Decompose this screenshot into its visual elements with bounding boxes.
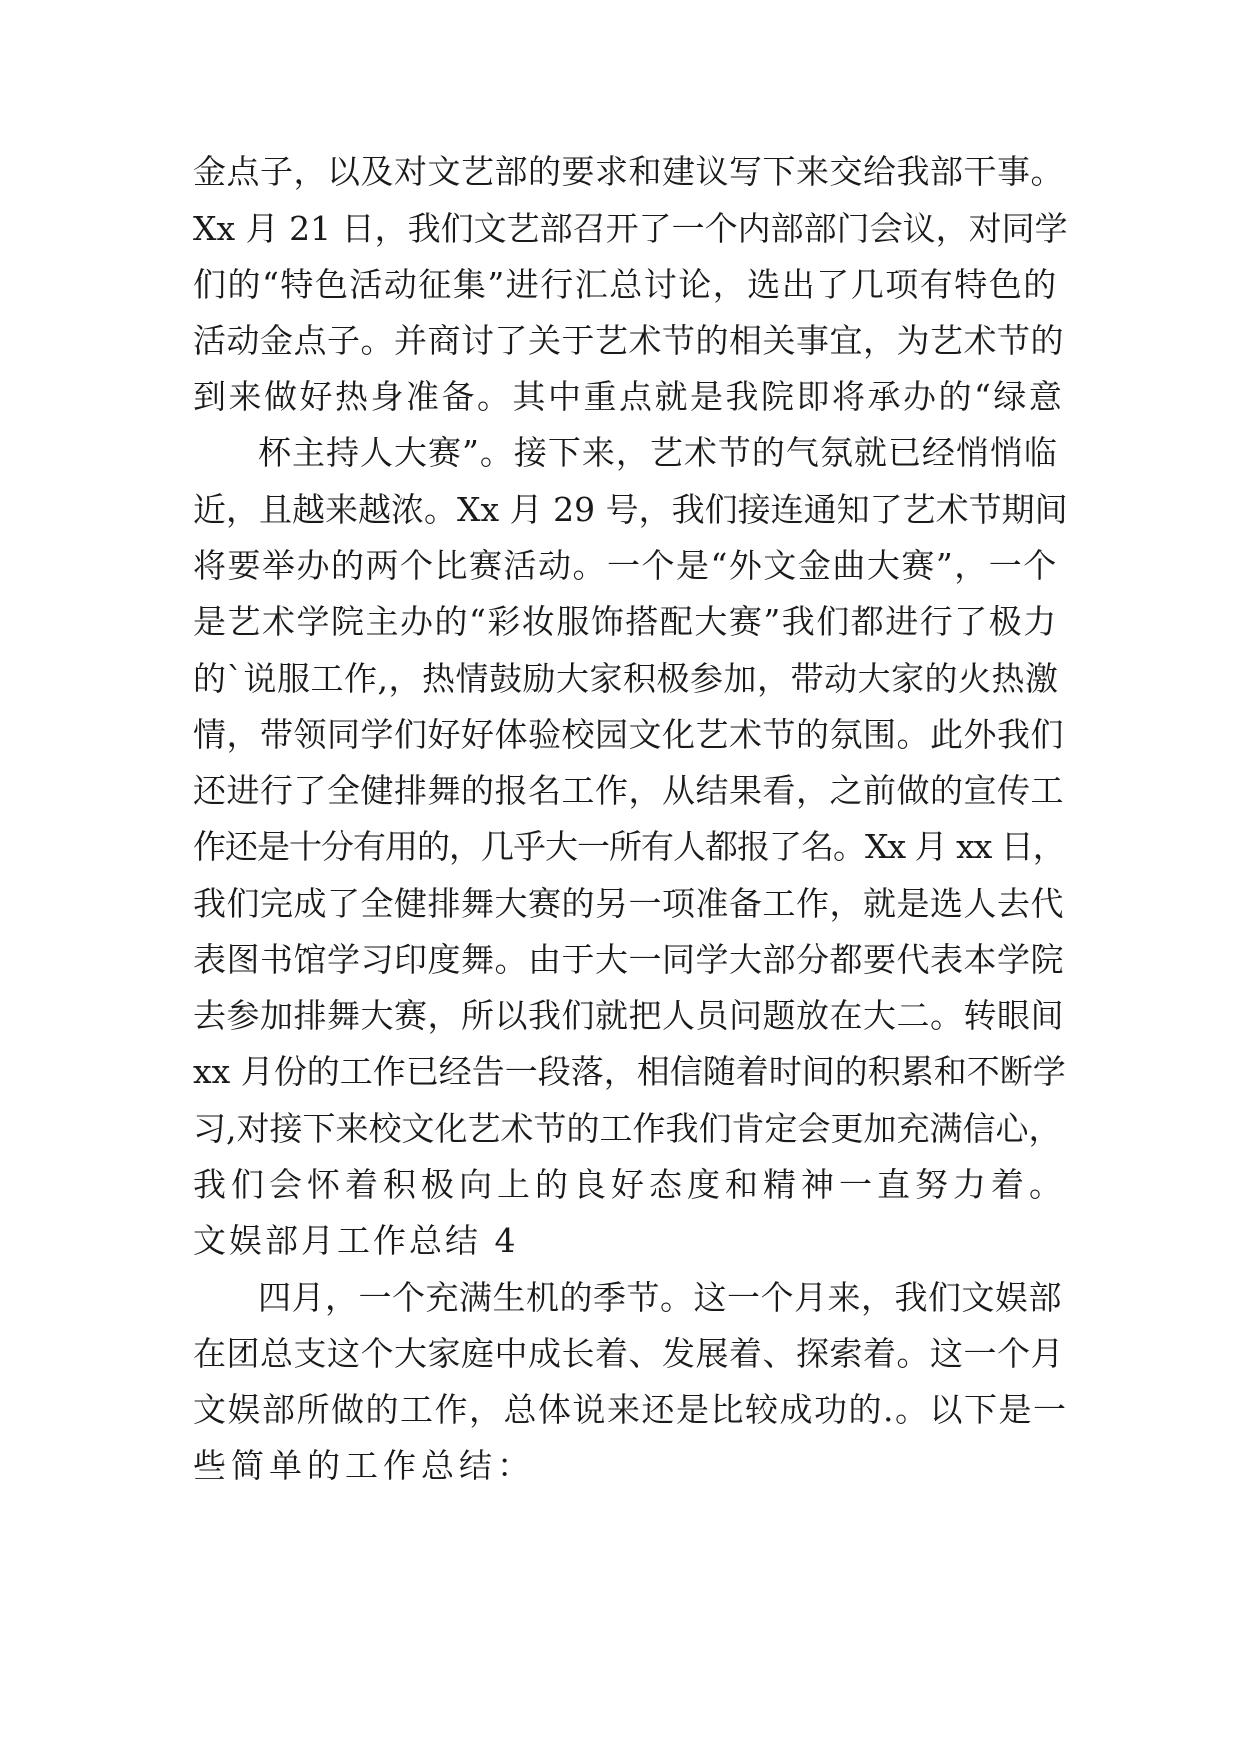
paragraph-line: 些简单的工作总结：: [193, 1446, 535, 1485]
paragraph-line: 表图书馆学习印度舞。由于大一同学大部分都要代表本学院: [193, 940, 1064, 979]
paragraph-line: 文娱部所做的工作，总体说来还是比较成功的.。以下是一: [193, 1390, 1068, 1429]
paragraph-line: 近，且越来越浓。Xx 月 29 号，我们接连通知了艺术节期间: [193, 490, 1068, 529]
paragraph-line: 作还是十分有用的，几乎大一所有人都报了名。Xx 月 xx 日，: [193, 827, 1065, 866]
paragraph-line: 习,对接下来校文化艺术节的工作我们肯定会更加充满信心，: [193, 1109, 1062, 1148]
paragraph-line: 杯主持人大赛”。接下来，艺术节的气氛就已经悄悄临: [258, 433, 1058, 472]
section-heading: 文娱部月工作总结 4: [193, 1221, 519, 1260]
paragraph-line: 们的“特色活动征集”进行汇总讨论，选出了几项有特色的: [193, 265, 1058, 304]
paragraph-line: 在团总支这个大家庭中成长着、发展着、探索着。这一个月: [193, 1334, 1064, 1373]
paragraph-line: 情，带领同学们好好体验校园文化艺术节的氛围。此外我们: [193, 715, 1064, 754]
paragraph-line: 到来做好热身准备。其中重点就是我院即将承办的“绿意: [193, 377, 1065, 416]
paragraph-line: 将要举办的两个比赛活动。一个是“外文金曲大赛”，一个: [193, 546, 1058, 585]
paragraph-line: 的`说服工作,，热情鼓励大家积极参加，带动大家的火热激: [193, 659, 1059, 698]
paragraph-line: 去参加排舞大赛，所以我们就把人员问题放在大二。转眼间: [193, 996, 1064, 1035]
paragraph-line: xx 月份的工作已经告一段落，相信随着时间的积累和不断学: [193, 1052, 1066, 1091]
paragraph-line: 活动金点子。并商讨了关于艺术节的相关事宜，为艺术节的: [193, 321, 1064, 360]
paragraph-line: 是艺术学院主办的“彩妆服饰搭配大赛”我们都进行了极力: [193, 602, 1058, 641]
paragraph-line: 金点子，以及对文艺部的要求和建议写下来交给我部干事。: [193, 152, 1064, 191]
paragraph-line: 我们完成了全健排舞大赛的另一项准备工作，就是选人去代: [193, 884, 1064, 923]
paragraph-line: 还进行了全健排舞的报名工作，从结果看，之前做的宣传工: [193, 771, 1064, 810]
paragraph-line: Xx 月 21 日，我们文艺部召开了一个内部部门会议，对同学: [193, 209, 1068, 248]
paragraph-line: 四月，一个充满生机的季节。这一个月来，我们文娱部: [258, 1278, 1062, 1317]
paragraph-line: 我们会怀着积极向上的良好态度和精神一直努力着。: [193, 1165, 1067, 1204]
